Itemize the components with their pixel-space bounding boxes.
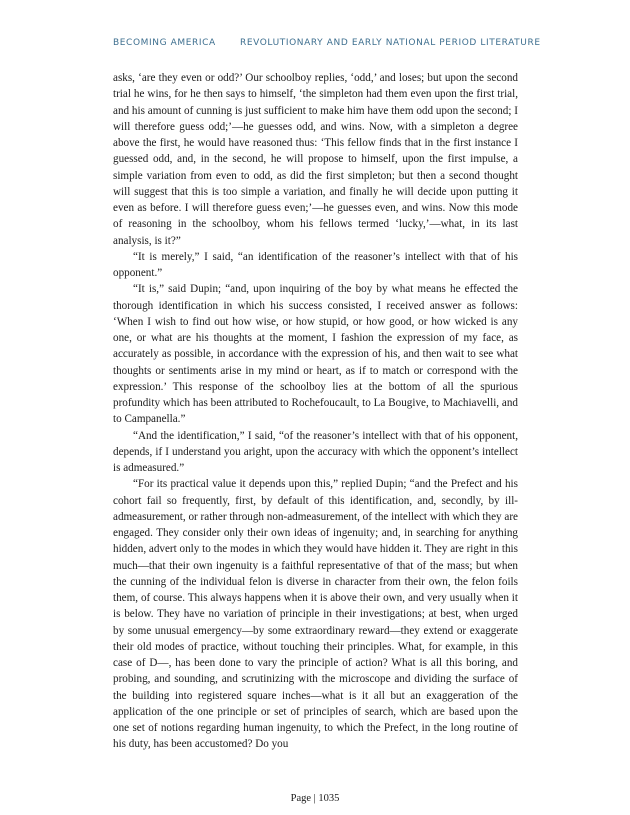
page-number-footer: Page | 1035 (290, 793, 340, 804)
paragraph: “And the identification,” I said, “of the reasoner’s intellect with that of his opponent, depends, if I understand you aright, upon the accuracy with which the opponent’s intellect is admeasured.” (113, 429, 518, 474)
paragraph: “It is merely,” I said, “an identification of the reasoner’s intellect with that of his opponent.” (113, 250, 518, 279)
paragraph: “For its practical value it depends upon this,” replied Dupin; “and the Prefect and his cohort fail so frequently, first, by default of this identification, and, secondly, by ill-admeasurement, or rather through non-admeasurement, of the intellect with which they are engaged. They consider only their own ideas of ingenuity; and, in searching for anything hidden, advert only to the modes in which they would have hidden it. They are right in this much—that their own ingenuity is a faithful representative of that of the mass; but when the cunning of the individual felon is diverse in character from their own, the felon foils them, of course. This always happens when it is above their own, and very usually when it is below. They have no variation of principle in their investigations; at best, when urged by some unusual emergency—by some extraordinary reward—they extend or exaggerate their old modes of practice, without touching their principles. What, for example, in this case of D—, has been done to vary the principle of action? What is all this boring, and probing, and sounding, and scrutinizing with the microscope and dividing the surface of the building into registered square inches—what is it all but an exaggeration of the application of the one principle or set of principles of search, which are based upon the one set of notions regarding human ingenuity, to which the Prefect, in the long routine of his duty, has been accustomed? Do you (113, 478, 518, 751)
header-section-title: REVOLUTIONARY AND EARLY NATIONAL PERIOD LITERATURE (240, 38, 541, 48)
body-text (113, 70, 518, 753)
paragraph-continued: asks, ‘are they even or odd?’ Our schoolboy replies, ‘odd,’ and loses; but upon the second trial he wins, for he then says to himself, ‘the simpleton had them even upon the first trial, and his amount of cunning is just sufficient to make him have them odd upon the second; I will therefore guess odd;’—he guesses odd, and wins. Now, with a simpleton a degree above the first, he would have reasoned thus: ‘This fellow finds that in the first instance I guessed odd, and, in the second, he will propose to himself, upon the first impulse, a simple variation from even to odd, as did the first simpleton; but then a second thought will suggest that this is too simple a variation, and finally he will decide upon putting it even as before. I will therefore guess even;’—he guesses even, and wins. Now this mode of reasoning in the schoolboy, whom his fellows termed ‘lucky,’—what, in its last analysis, is it?” (113, 72, 518, 247)
header-book-title: BECOMING AMERICA (113, 38, 216, 48)
running-header (113, 38, 541, 48)
paragraph: “It is,” said Dupin; “and, upon inquiring of the boy by what means he effected the thorough identification in which his success consisted, I received answer as follows: ‘When I wish to find out how wise, or how stupid, or how good, or how wicked is any one, or what are his thoughts at the moment, I fashion the expression of my face, as accurately as possible, in accordance with the expression of his, and then wait to see what thoughts or sentiments arise in my mind or heart, as if to match or correspond with the expression.’ This response of the schoolboy lies at the bottom of all the spurious profundity which has been attributed to Rochefoucault, to La Bougive, to Machiavelli, and to Campanella.” (113, 283, 518, 426)
